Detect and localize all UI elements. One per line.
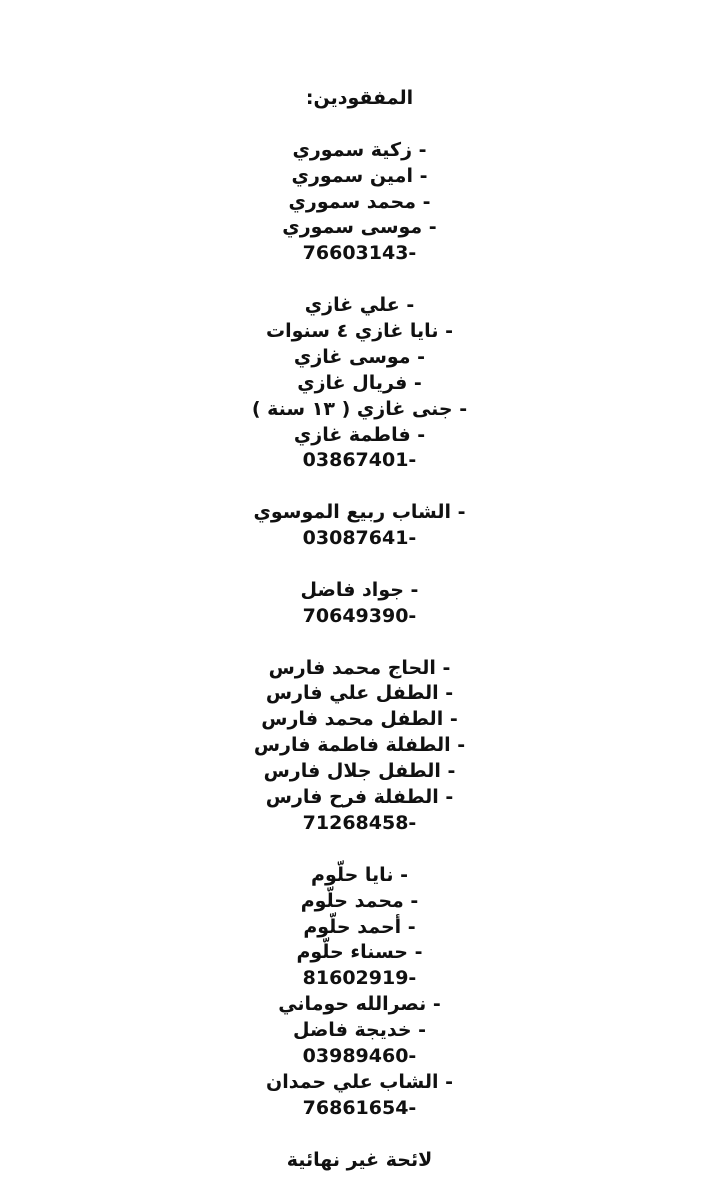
list-item: - فاطمة غازي <box>293 423 426 446</box>
list-item: - خديجة فاضل <box>292 1019 427 1042</box>
list-item: - محمد حلّوم <box>300 889 419 912</box>
list-item: - علي غازي <box>304 294 415 317</box>
list-item: - جنى غازي ( ١٣ سنة ) <box>251 397 468 420</box>
list-item: - نايا غازي ٤ سنوات <box>266 320 453 343</box>
spacer <box>0 112 719 138</box>
phone-number: 03087641- <box>302 527 417 550</box>
list-item: - فريال غازي <box>297 371 422 394</box>
phone-number: 76861654- <box>302 1096 417 1119</box>
phone-number: 03867401- <box>302 449 417 472</box>
phone-number: 71268458- <box>302 811 417 834</box>
phone-number: 81602919- <box>302 967 417 990</box>
list-item: - حسناء حلّوم <box>296 941 423 964</box>
list-item: - موسى سموري <box>282 216 437 239</box>
list-item: - الطفل علي فارس <box>265 682 454 705</box>
list-item: - الحاج محمد فارس <box>268 656 451 679</box>
list-item: - نصرالله حوماني <box>278 993 441 1016</box>
list-item: - الطفلة فرح فارس <box>265 786 454 809</box>
phone-number: 70649390- <box>302 604 417 627</box>
list-item: - الطفل جلال فارس <box>263 760 456 783</box>
list-item: - نايا حلّوم <box>311 863 408 886</box>
list-item: - الطفلة فاطمة فارس <box>253 734 466 757</box>
missing-persons-list <box>0 86 719 1173</box>
list-item: - زكية سموري <box>292 138 427 161</box>
spacer <box>0 837 719 863</box>
list-item: - موسى غازي <box>293 345 426 368</box>
list-item: - الشاب علي حمدان <box>265 1070 454 1093</box>
spacer <box>0 1122 719 1148</box>
list-item: - أحمد حلّوم <box>303 915 416 938</box>
spacer <box>0 267 719 293</box>
phone-number: 76603143- <box>302 242 417 265</box>
phone-number: 03989460- <box>302 1044 417 1067</box>
list-title: المفقودين: <box>305 87 414 109</box>
list-footer-note: لائحة غير نهائية <box>286 1148 433 1171</box>
spacer <box>0 552 719 578</box>
list-item: - الشاب ربيع الموسوي <box>253 501 466 524</box>
list-item: - محمد سموري <box>288 190 431 213</box>
list-item: - جواد فاضل <box>300 578 419 601</box>
list-item: - الطفل محمد فارس <box>261 708 458 731</box>
spacer <box>0 474 719 500</box>
spacer <box>0 630 719 656</box>
list-item: - امين سموري <box>291 164 428 187</box>
